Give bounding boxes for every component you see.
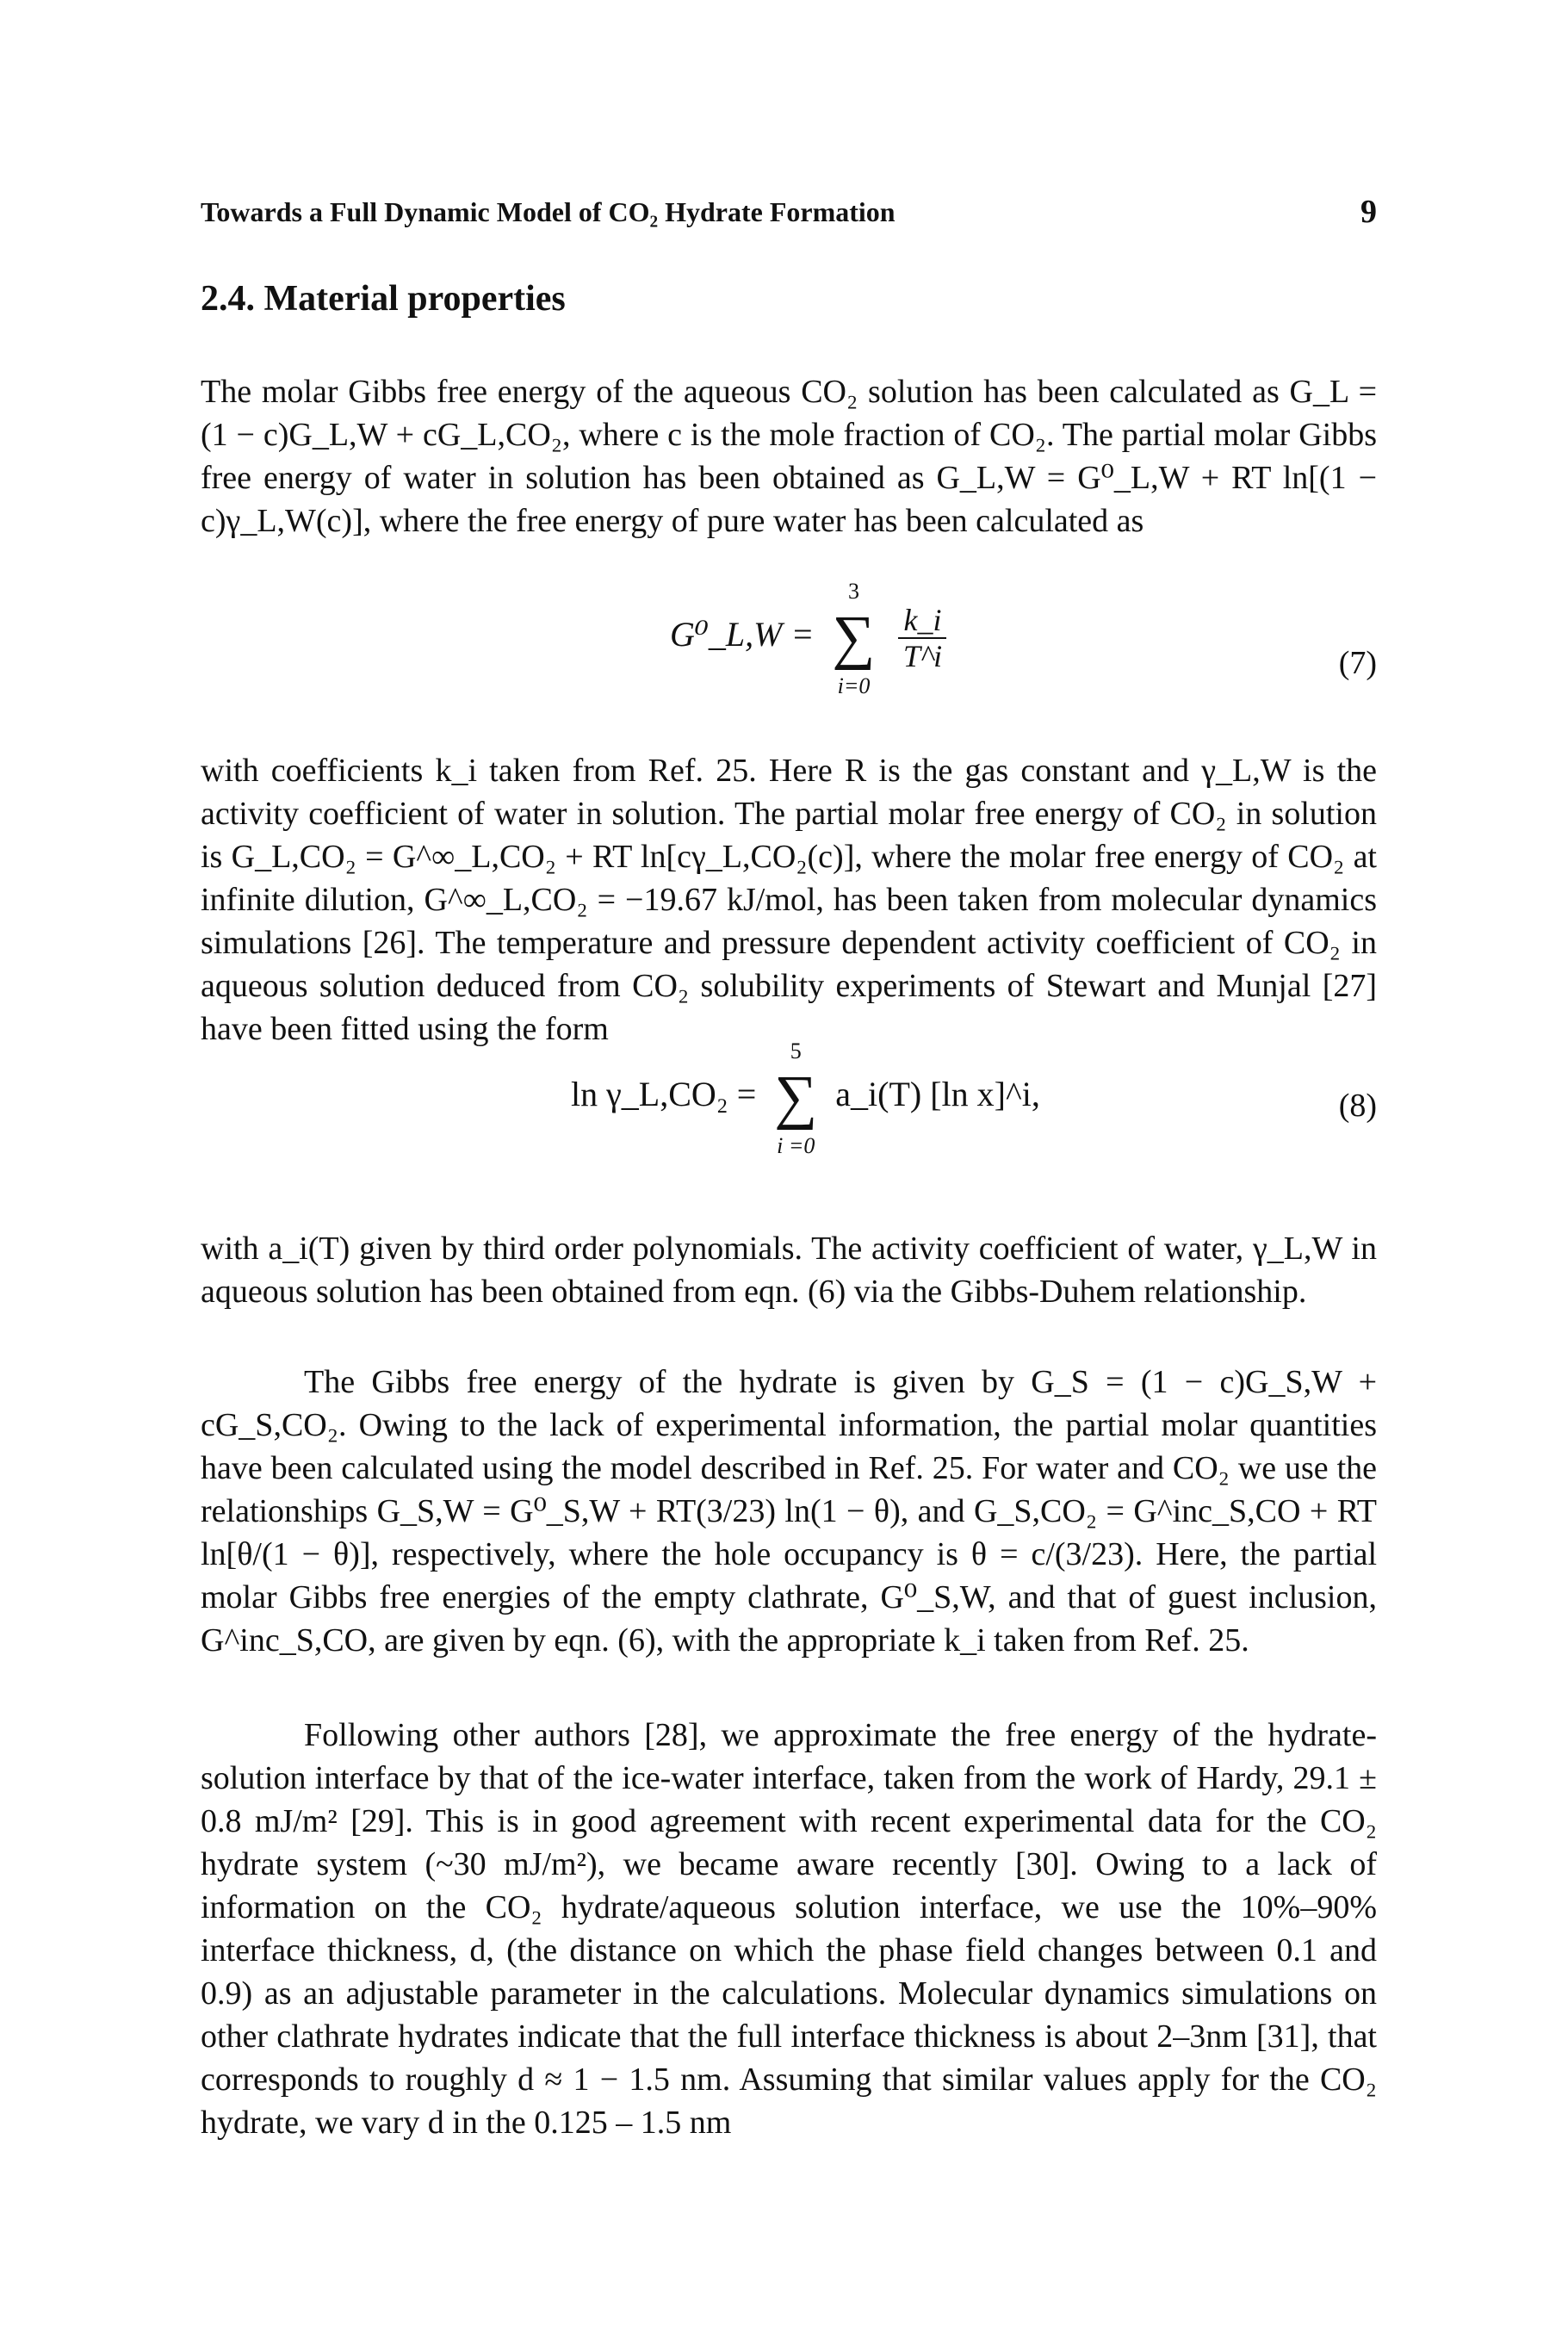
paragraph-gibbs-duhem	[201, 1227, 1377, 1313]
paragraph-text: Following other authors [28], we approximate the free energy of the hydrate-solution interface by that of the ice-water interface, taken from the work of Hardy, 29.1 ± 0.8 mJ/m² [29]. This is in good agreement with recent experimental data for the CO₂ hydrate system (~30 mJ/m²), we became aware recently [30]. Owing to a lack of information on the CO₂ hydrate/aqueous solution interface, we use the 10%–90% interface thickness, d, (the distance on which the phase field changes between 0.1 and 0.9) as an adjustable parameter in the calculations. Molecular dynamics simulations on other clathrate hydrates indicate that the full interface thickness is about 2–3nm [31], that corresponds to roughly d ≈ 1 − 1.5 nm. Assuming that similar values apply for the CO₂ hydrate, we vary d in the 0.125 – 1.5 nm	[201, 1717, 1377, 2141]
paragraph-interface	[201, 1714, 1377, 2144]
sigma-glyph: ∑	[832, 604, 876, 671]
equation-7	[201, 579, 1377, 741]
equation-8-body	[571, 1038, 1040, 1158]
sum-lower-limit: i=0	[837, 673, 871, 698]
equation-8	[201, 1038, 1377, 1206]
equation-7-body	[670, 579, 951, 698]
fraction-denominator: T^i	[902, 639, 943, 673]
equation-8-rhs: a_i(T) [ln x]^i,	[835, 1075, 1040, 1114]
summation-symbol	[827, 579, 879, 698]
paragraph-hydrate	[201, 1361, 1377, 1662]
paragraph-text: The Gibbs free energy of the hydrate is given by G_S = (1 − c)G_S,W + cG_S,CO₂. Owing to the lack of experimental information, the partial molar quantities have been calculated using the model described in Ref. 25. For water and CO₂ we use the relationships G_S,W = G⁰_S,W + RT(3/23) ln(1 − θ), and G_S,CO₂ = G^inc_S,CO + RT ln[θ/(1 − θ)], respectively, where the hole occupancy is θ = c/(3/23). Here, the partial molar Gibbs free energies of the empty clathrate, G⁰_S,W, and that of guest inclusion, G^inc_S,CO, are given by eqn. (6), with the appropriate k_i taken from Ref. 25.	[201, 1364, 1377, 1658]
running-title: Towards a Full Dynamic Model of CO₂ Hydrate Formation	[201, 196, 896, 227]
sigma-glyph: ∑	[774, 1064, 818, 1131]
section-heading: 2.4. Material properties	[201, 279, 566, 319]
equation-7-lhs: G⁰_L,W =	[670, 615, 815, 654]
paragraph-text: with a_i(T) given by third order polynomials. The activity coefficient of water, γ_L,W in aqueous solution has been obtained from eqn. (6) via the Gibbs-Duhem relationship.	[201, 1231, 1377, 1310]
equation-8-number: (8)	[1338, 1088, 1377, 1124]
paragraph-text: with coefficients k_i taken from Ref. 25. Here R is the gas constant and γ_L,W is the activity coefficient of water in solution. The partial molar free energy of CO₂ in solution is G_L,CO₂ = G^∞_L,CO₂ + RT ln[cγ_L,CO₂(c)], where the molar free energy of CO₂ at infinite dilution, G^∞_L,CO₂ = −19.67 kJ/mol, has been taken from molecular dynamics simulations [26]. The temperature and pressure dependent activity coefficient of CO₂ in aqueous solution deduced from CO₂ solubility experiments of Stewart and Munjal [27] have been fitted using the form	[201, 753, 1377, 1047]
page-number: 9	[1360, 194, 1377, 230]
sum-upper-limit: 3	[847, 579, 859, 604]
equation-7-number: (7)	[1338, 645, 1377, 681]
fraction	[898, 603, 946, 673]
running-header	[201, 196, 1377, 228]
paragraph-intro	[201, 370, 1377, 542]
paragraph-activity	[201, 749, 1377, 1051]
paragraph-text: The molar Gibbs free energy of the aqueous CO₂ solution has been calculated as G_L = (1 − c)G_L,W + cG_L,CO₂, where c is the mole fraction of CO₂. The partial molar Gibbs free energy of water in solution has been obtained as G_L,W = G⁰_L,W + RT ln[(1 − c)γ_L,W(c)], where the free energy of pure water has been calculated as	[201, 374, 1377, 539]
equation-8-lhs: ln γ_L,CO₂ =	[571, 1075, 757, 1114]
sum-lower-limit: i =0	[777, 1133, 815, 1158]
sum-upper-limit: 5	[790, 1038, 802, 1063]
summation-symbol	[770, 1038, 821, 1158]
fraction-numerator: k_i	[898, 603, 946, 639]
